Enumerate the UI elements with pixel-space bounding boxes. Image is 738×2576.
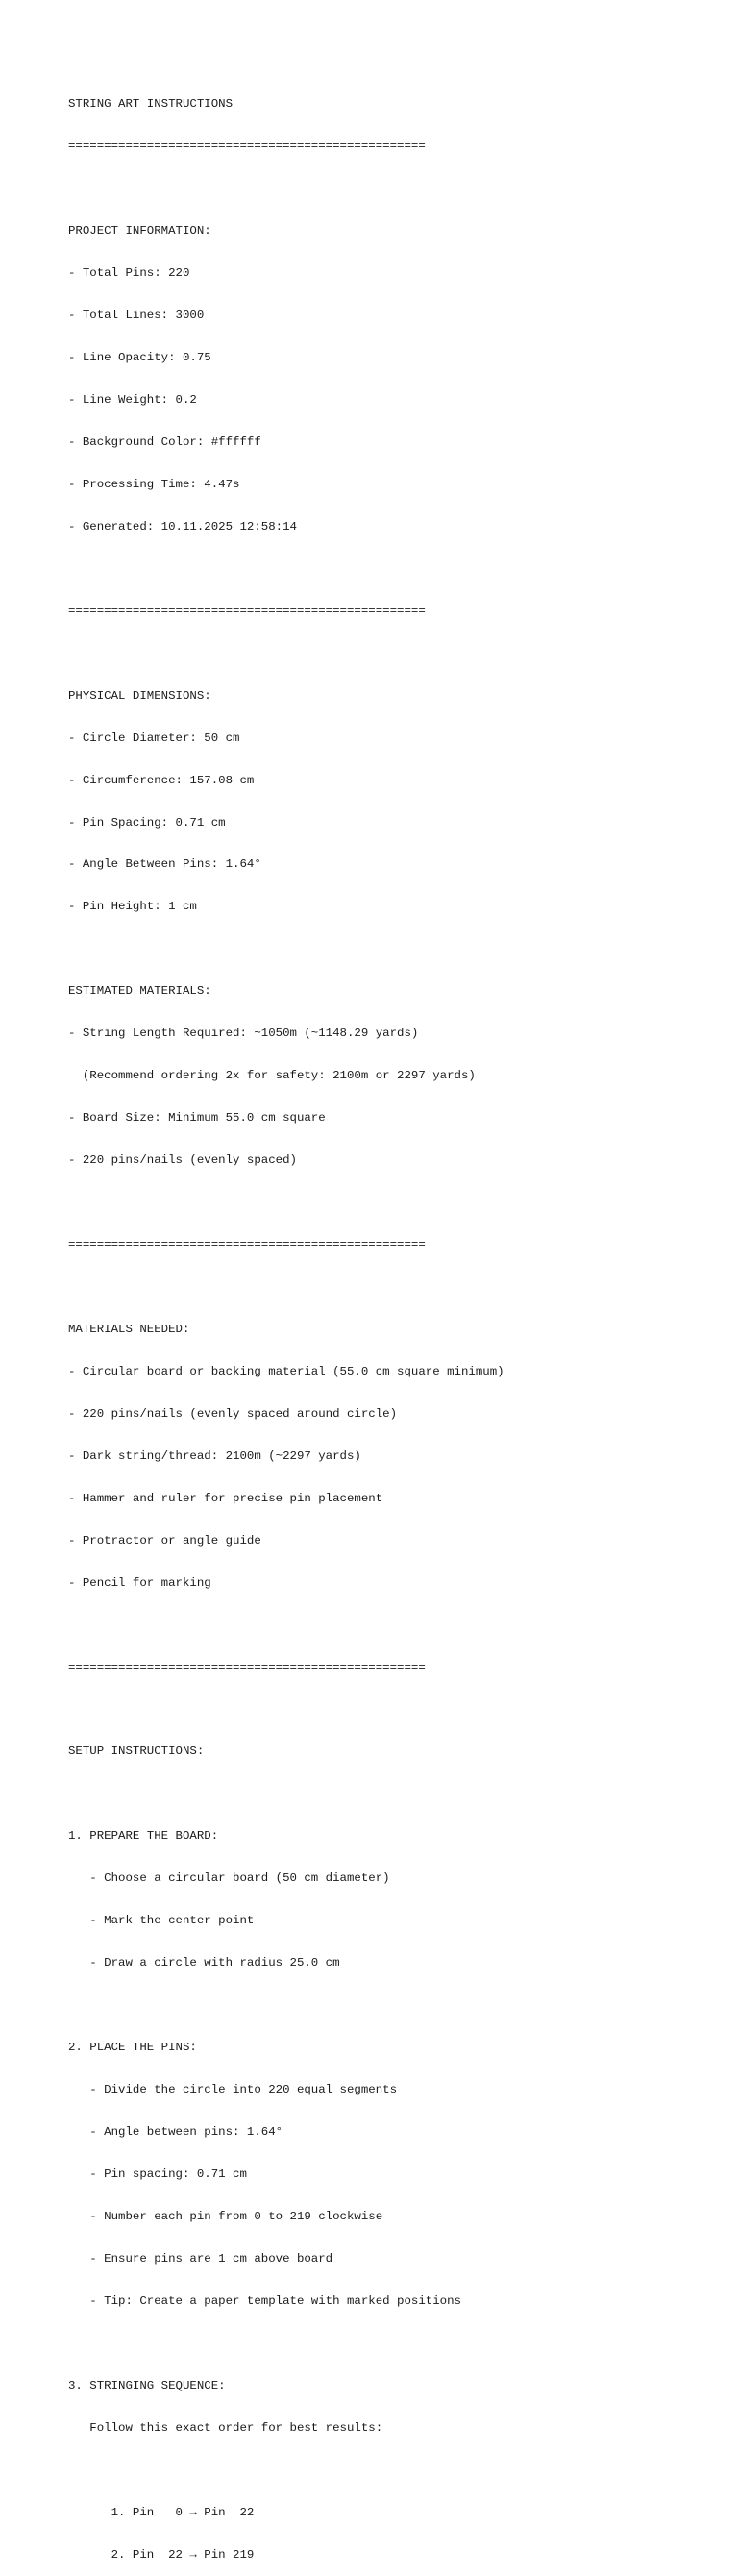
step-item: - Number each pin from 0 to 219 clockwise xyxy=(68,2209,383,2223)
material-dark-string: - Dark string/thread: 2100m (~2297 yards) xyxy=(68,1449,361,1463)
est-string-length: - String Length Required: ~1050m (~1148.29 yards) xyxy=(68,1027,419,1041)
separator-line: ================================================== xyxy=(68,1238,426,1252)
section-heading-materials-needed: MATERIALS NEEDED: xyxy=(68,1322,190,1336)
sequence-step: 1. Pin 0 → Pin 22 xyxy=(68,2505,255,2519)
step-heading-stringing-sequence: 3. STRINGING SEQUENCE: xyxy=(68,2378,226,2392)
info-generated: - Generated: 10.11.2025 12:58:14 xyxy=(68,519,297,533)
blank-line xyxy=(68,2337,722,2351)
blank-line xyxy=(68,1280,722,1295)
info-line-opacity: - Line Opacity: 0.75 xyxy=(68,351,211,365)
stringing-intro: Follow this exact order for best results: xyxy=(68,2420,383,2435)
blank-line xyxy=(68,1619,722,1633)
blank-line xyxy=(68,2464,722,2478)
material-protractor: - Protractor or angle guide xyxy=(68,1533,261,1548)
info-line-weight: - Line Weight: 0.2 xyxy=(68,392,197,407)
blank-line xyxy=(68,647,722,661)
blank-line xyxy=(68,1196,722,1210)
sequence-step: 2. Pin 22 → Pin 219 xyxy=(68,2547,255,2562)
step-heading-place-pins: 2. PLACE THE PINS: xyxy=(68,2041,197,2055)
section-heading-project-information: PROJECT INFORMATION: xyxy=(68,224,211,238)
step-item: - Draw a circle with radius 25.0 cm xyxy=(68,1956,340,1970)
doc-title: STRING ART INSTRUCTIONS xyxy=(68,97,234,111)
instructions-document xyxy=(68,69,722,2576)
section-heading-estimated-materials: ESTIMATED MATERIALS: xyxy=(68,984,211,999)
step-item: - Choose a circular board (50 cm diameter) xyxy=(68,1871,390,1886)
blank-line xyxy=(68,562,722,577)
info-total-lines: - Total Lines: 3000 xyxy=(68,309,205,323)
info-background-color: - Background Color: #ffffff xyxy=(68,434,261,449)
section-heading-physical-dimensions: PHYSICAL DIMENSIONS: xyxy=(68,688,211,703)
blank-line xyxy=(68,942,722,956)
section-heading-setup-instructions: SETUP INSTRUCTIONS: xyxy=(68,1745,205,1759)
separator-line: ================================================== xyxy=(68,139,426,154)
info-total-pins: - Total Pins: 220 xyxy=(68,266,190,281)
dim-angle-between-pins: - Angle Between Pins: 1.64° xyxy=(68,857,261,872)
step-item: - Pin spacing: 0.71 cm xyxy=(68,2167,247,2182)
dim-circumference: - Circumference: 157.08 cm xyxy=(68,773,255,787)
est-board-size: - Board Size: Minimum 55.0 cm square xyxy=(68,1111,326,1126)
material-pins-nails: - 220 pins/nails (evenly spaced around circle) xyxy=(68,1406,398,1421)
est-pins-nails: - 220 pins/nails (evenly spaced) xyxy=(68,1153,297,1168)
step-item: - Tip: Create a paper template with marked positions xyxy=(68,2293,461,2308)
blank-line xyxy=(68,1703,722,1718)
blank-line xyxy=(68,1998,722,2013)
step-heading-prepare-board: 1. PREPARE THE BOARD: xyxy=(68,1829,219,1844)
blank-line xyxy=(68,182,722,196)
blank-line xyxy=(68,1787,722,1801)
dim-circle-diameter: - Circle Diameter: 50 cm xyxy=(68,731,240,745)
dim-pin-height: - Pin Height: 1 cm xyxy=(68,900,197,914)
est-recommend-ordering: (Recommend ordering 2x for safety: 2100m or 2297 yards) xyxy=(68,1069,476,1083)
step-item: - Mark the center point xyxy=(68,1914,255,1928)
material-pencil: - Pencil for marking xyxy=(68,1575,211,1590)
separator-line: ================================================== xyxy=(68,1660,426,1674)
separator-line: ================================================== xyxy=(68,604,426,618)
material-hammer-ruler: - Hammer and ruler for precise pin placement xyxy=(68,1491,383,1505)
material-circular-board: - Circular board or backing material (55.0 cm square minimum) xyxy=(68,1364,504,1378)
info-processing-time: - Processing Time: 4.47s xyxy=(68,477,240,491)
step-item: - Ensure pins are 1 cm above board xyxy=(68,2251,333,2266)
dim-pin-spacing: - Pin Spacing: 0.71 cm xyxy=(68,815,226,830)
step-item: - Divide the circle into 220 equal segments xyxy=(68,2083,398,2097)
step-item: - Angle between pins: 1.64° xyxy=(68,2125,283,2140)
